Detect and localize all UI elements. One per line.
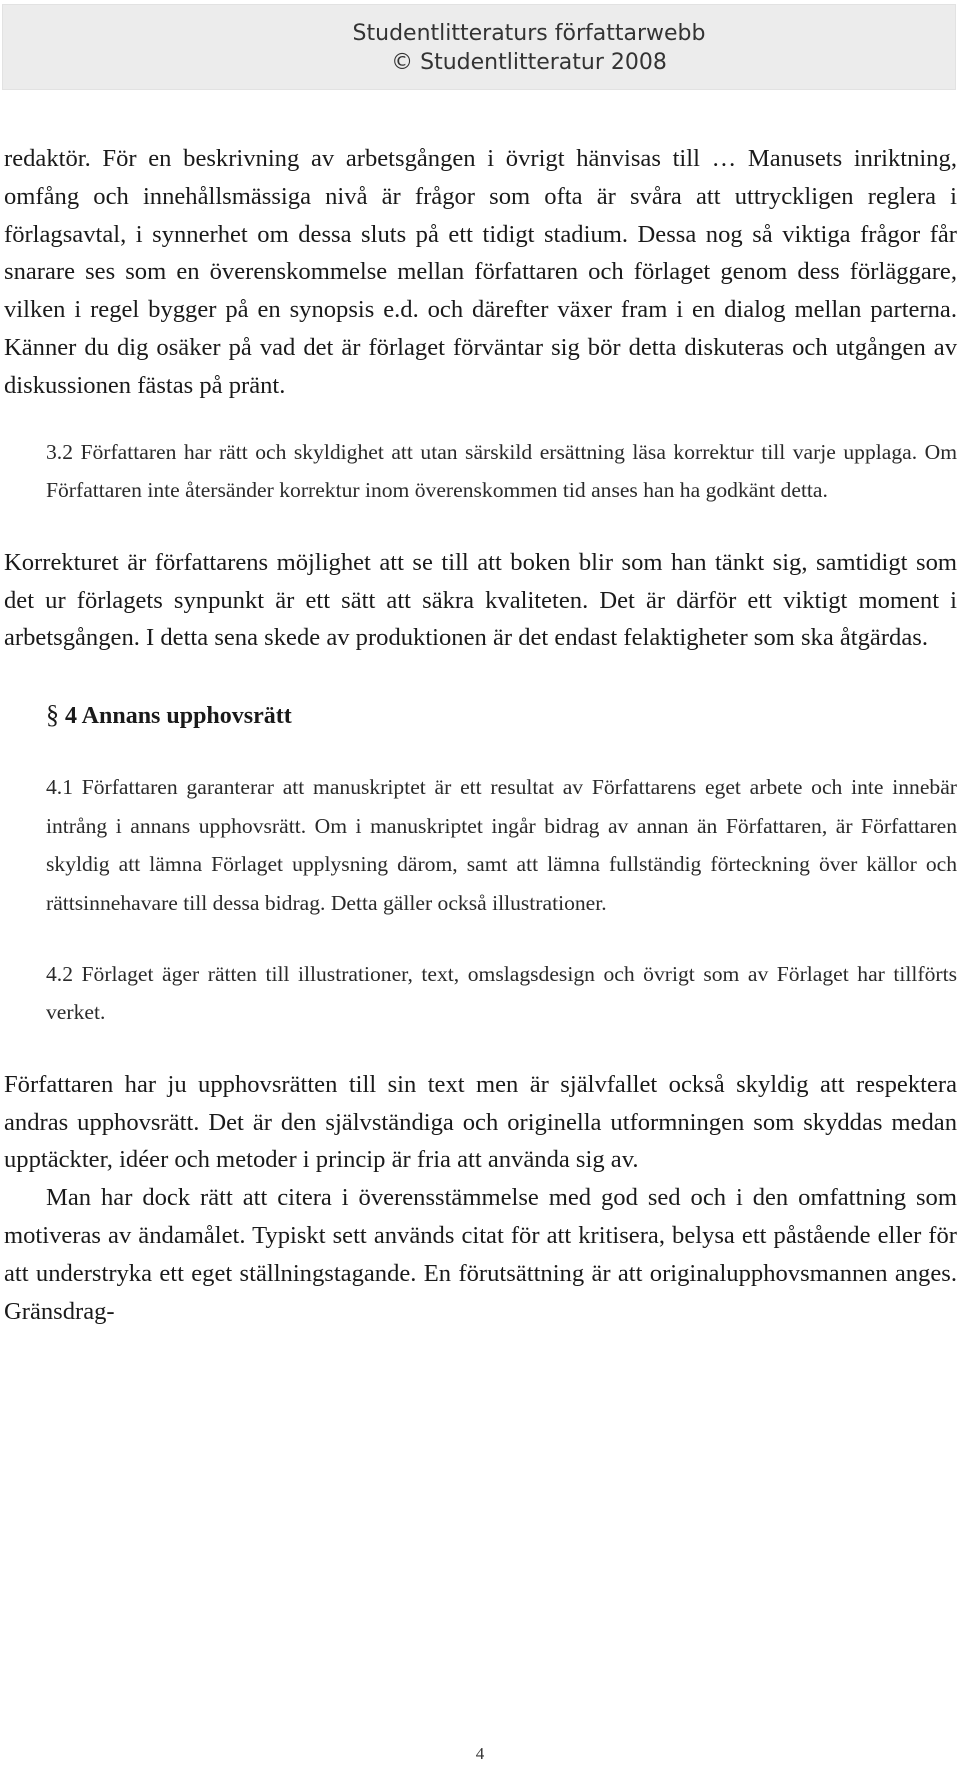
paragraph-citation: Man har dock rätt att citera i överensstämmelse med god sed och i den omfattning som motiveras av ändamålet. Typiskt sett används citat för att kritisera, belysa ett påstående eller för att understryka ett eget ställningstagande. En förutsättning är att originalupphovsmannen anges. Gränsdrag- bbox=[4, 1184, 957, 1325]
clause-4-1: 4.1 Författaren garanterar att manuskriptet är ett resultat av Författarens eget arbete och inte innebär intrång i annans upphovsrätt. Om i manuskriptet ingår bidrag av annan än Författaren, är Författaren skyldig att lämna Förlaget upplysning därom, samt att lämna fullständig förteckning över källor och rättsinnehavare till dessa bidrag. Detta gäller också illustrationer. bbox=[46, 775, 957, 915]
document-body bbox=[4, 140, 957, 1330]
section-title: 4 Annans upphovsrätt bbox=[65, 703, 292, 730]
clause-4-2: 4.2 Förlaget äger rätten till illustrationer, text, omslagsdesign och övrigt som av Förlaget har tillförts verket. bbox=[46, 961, 957, 1025]
section-heading bbox=[4, 697, 957, 734]
paragraph-proofreading: Korrekturet är författarens möjlighet att se till att boken blir som han tänkt sig, samtidigt som det ur förlagets synpunkt är ett sätt att säkra kvaliteten. Det är därför ett viktigt moment i arbetsgången. I detta sena skede av produktionen är det endast felaktigheter som ska åtgärdas. bbox=[4, 548, 957, 652]
header-title: Studentlitteraturs författarwebb bbox=[352, 21, 706, 46]
page-number: 4 bbox=[475, 1744, 485, 1763]
header-copyright: © Studentlitteratur 2008 bbox=[391, 50, 667, 75]
section-symbol: § bbox=[46, 700, 59, 730]
paragraph-copyright: Författaren har ju upphovsrätten till sin text men är självfallet också skyldig att respektera andras upphovsrätt. Det är den självständiga och originella utformningen som skyddas medan upptäckter, idéer och metoder i princip är fria att använda sig av. bbox=[4, 1070, 957, 1174]
clause-3-2: 3.2 Författaren har rätt och skyldighet att utan särskild ersättning läsa korrektur till varje upplaga. Om Författaren inte återsänder korrektur inom överenskommen tid anses han ha godkänt detta. bbox=[46, 439, 957, 503]
page-header bbox=[2, 4, 956, 90]
paragraph-intro: redaktör. För en beskrivning av arbetsgången i övrigt hänvisas till … Manusets inriktning, omfång och innehållsmässiga nivå är frågor som ofta är svåra att uttryckligen reglera i förlagsavtal, i synnerhet om dessa sluts på ett tidigt stadium. Dessa nog så viktiga frågor får snarare ses som en överenskommelse mellan författaren och förlaget genom dess förläggare, vilken i regel bygger på en synopsis e.d. och därefter växer fram i en dialog mellan parterna. Känner du dig osäker på vad det är förlaget förväntar sig bör detta diskuteras och utgången av diskussionen fästas på pränt. bbox=[4, 145, 957, 399]
